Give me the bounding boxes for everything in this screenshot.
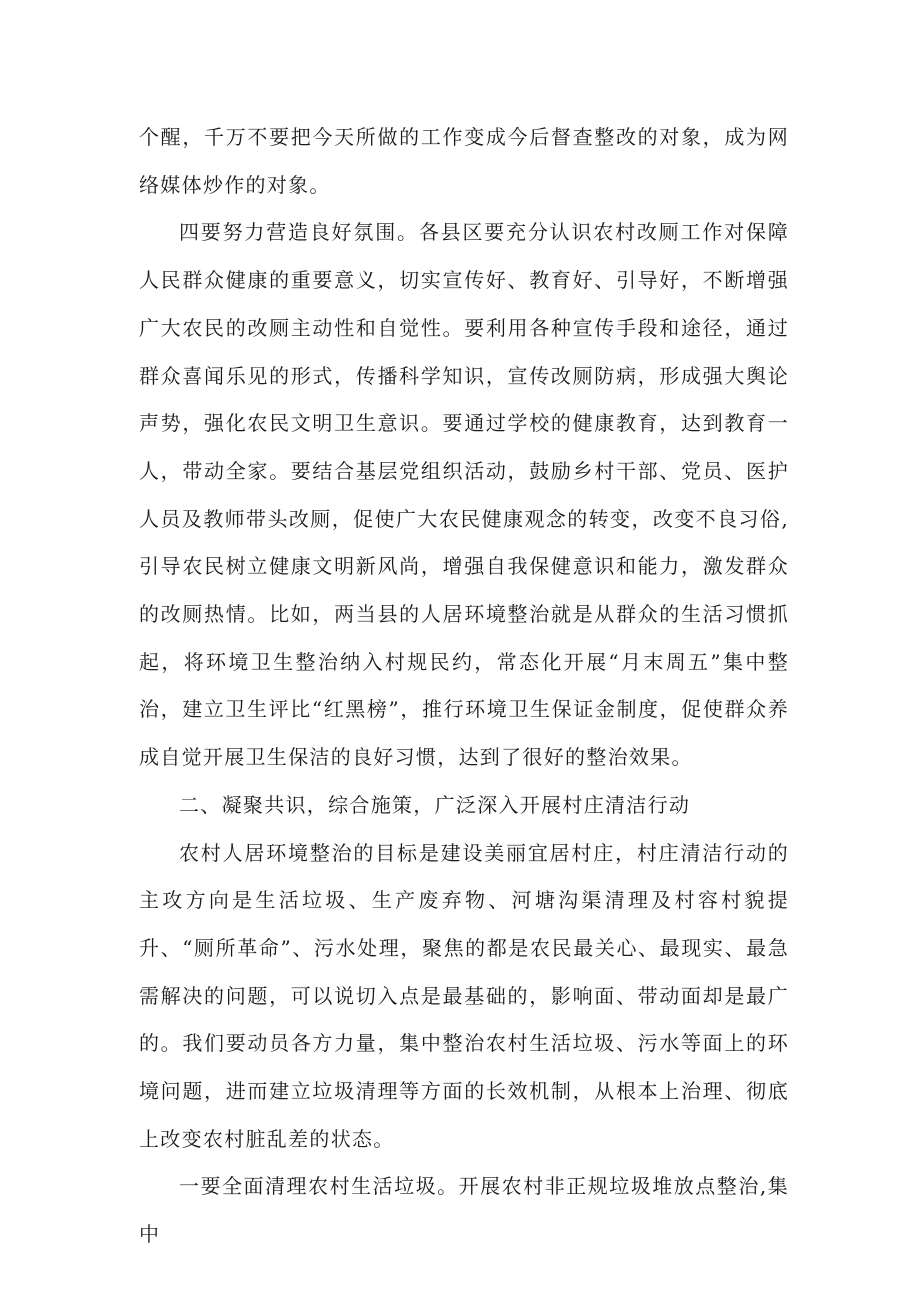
paragraph-garbage-cleanup: 一要全面清理农村生活垃圾。开展农村非正规垃圾堆放点整治,集中 (139, 1174, 789, 1247)
section-heading: 二、凝聚共识，综合施策，广泛深入开展村庄清洁行动 (179, 792, 691, 817)
paragraph-atmosphere: 四要努力营造良好氛围。各县区要充分认识农村改厕工作对保障人民群众健康的重要意义，切实宣传好、教育好、引导好，不断增强广大农民的改厕主动性和自觉性。要利用各种宣传手段和途径，通过群众喜闻乐见的形式，传播科学知识，宣传改厕防病，形成强大舆论声势，强化农民文明卫生意识。要通过学校的健康教育，达到教育一人，带动全家。要结合基层党组织活动，鼓励乡村干部、党员、医护人员及教师带头改厕，促使广大农民健康观念的转变，改变不良习俗,引导农民树立健康文明新风尚，增强自我保健意识和能力，激发群众的改厕热情。比如，两当县的人居环境整治就是从群众的生活习惯抓起，将环境卫生整治纳入村规民约，常态化开展“月末周五”集中整治，建立卫生评比“红黑榜”，推行环境卫生保证金制度，促使群众养成自觉开展卫生保洁的良好习惯，达到了很好的整治效果。 (139, 220, 789, 770)
document-body (139, 114, 789, 1259)
paragraph-continuation: 个醒，千万不要把今天所做的工作变成今后督查整改的对象，成为网络媒体炒作的对象。 (139, 125, 789, 197)
paragraph-village-cleaning: 农村人居环境整治的目标是建设美丽宜居村庄，村庄清洁行动的主攻方向是生活垃圾、生产废弃物、河塘沟渠清理及村容村貌提升、“厕所革命”、污水处理，聚焦的都是农民最关心、最现实、最急需解决的问题，可以说切入点是最基础的，影响面、带动面却是最广的。我们要动员各方力量，集中整治农村生活垃圾、污水等面上的环境问题，进而建立垃圾清理等方面的长效机制，从根本上治理、彻底上改变农村脏乱差的状态。 (139, 840, 789, 1151)
